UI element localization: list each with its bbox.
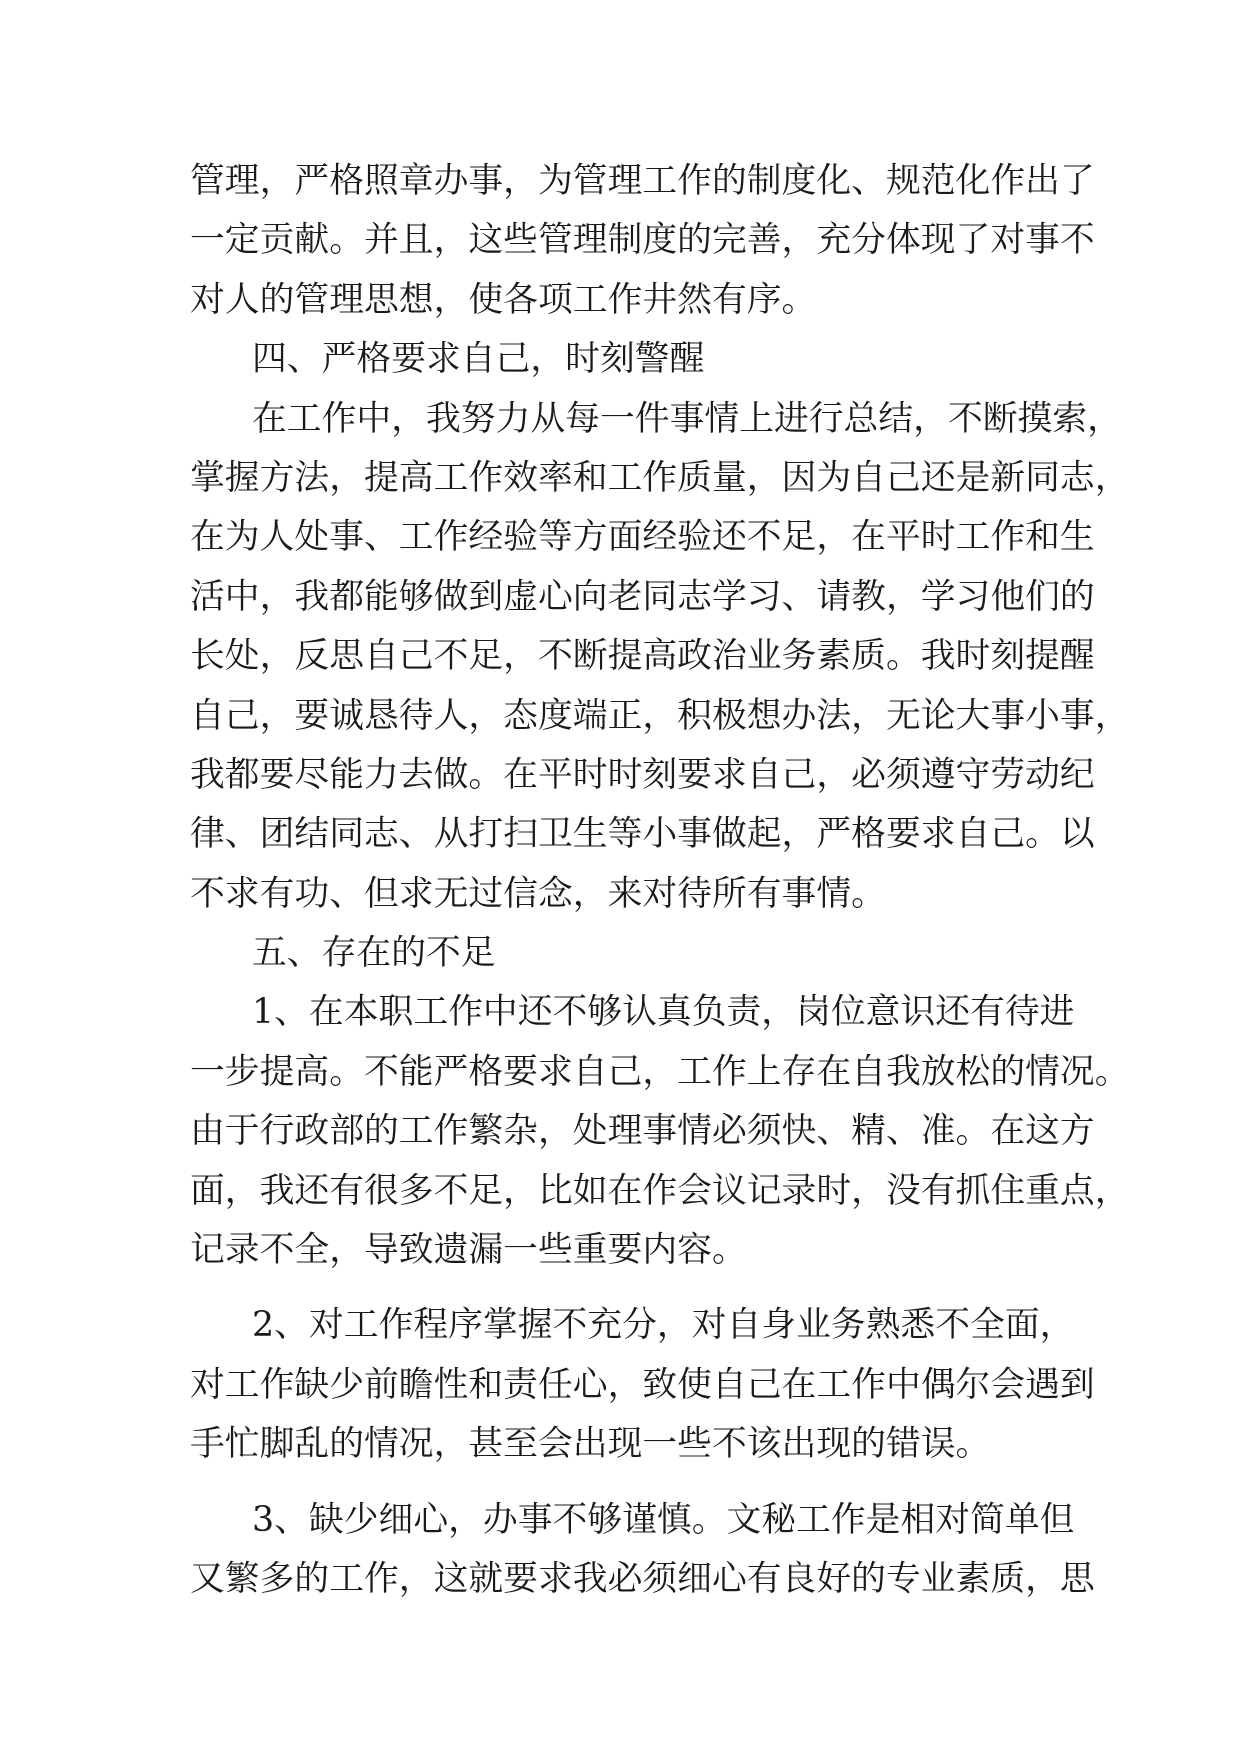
text-line: 面，我还有很多不足，比如在作会议记录时，没有抓住重点， <box>190 1170 1130 1211</box>
text-line: 一步提高。不能严格要求自己，工作上存在自我放松的情况。 <box>190 1051 1130 1092</box>
text-line: 在工作中，我努力从每一件事情上进行总结，不断摸索， <box>252 398 1122 439</box>
text-line: 又繁多的工作，这就要求我必须细心有良好的专业素质，思 <box>190 1558 1095 1599</box>
text-line: 我都要尽能力去做。在平时时刻要求自己，必须遵守劳动纪 <box>190 754 1095 795</box>
text-line: 管理，严格照章办事，为管理工作的制度化、规范化作出了 <box>190 161 1095 201</box>
text-line: 长处，反思自己不足，不断提高政治业务素质。我时刻提醒 <box>190 636 1095 677</box>
section-heading-5: 五、存在的不足 <box>252 933 496 974</box>
text-line: 律、团结同志、从打扫卫生等小事做起，严格要求自己。以 <box>190 814 1095 855</box>
text-line: 3、缺少细心，办事不够谨慎。文秘工作是相对简单但 <box>252 1499 1075 1540</box>
text-line: 记录不全，导致遗漏一些重要内容。 <box>190 1230 747 1271</box>
text-line: 2、对工作程序掌握不充分，对自身业务熟悉不全面， <box>252 1305 1075 1346</box>
paragraph-gap <box>190 1475 1050 1491</box>
text-line: 对工作缺少前瞻性和责任心，致使自己在工作中偶尔会遇到 <box>190 1364 1095 1405</box>
text-line: 由于行政部的工作繁杂，处理事情必须快、精、准。在这方 <box>190 1111 1095 1152</box>
text-line: 活中，我都能够做到虚心向老同志学习、请教，学习他们的 <box>190 576 1095 617</box>
text-line: 不求有功、但求无过信念，来对待所有事情。 <box>190 873 886 914</box>
text-line: 手忙脚乱的情况，甚至会出现一些不该出现的错误。 <box>190 1424 991 1465</box>
text-line: 在为人处事、工作经验等方面经验还不足，在平时工作和生 <box>190 517 1095 558</box>
paragraph-gap <box>190 1280 1050 1296</box>
text-line: 一定贡献。并且，这些管理制度的完善，充分体现了对事不 <box>190 220 1095 261</box>
section-heading-4: 四、严格要求自己，时刻警醒 <box>252 339 705 380</box>
text-line: 对人的管理思想，使各项工作井然有序。 <box>190 279 817 320</box>
text-line: 掌握方法，提高工作效率和工作质量，因为自己还是新同志， <box>190 457 1130 498</box>
text-line: 1、在本职工作中还不够认真负责，岗位意识还有待进 <box>252 992 1075 1033</box>
document-body <box>190 152 1130 1609</box>
text-line: 自己，要诚恳待人，态度端正，积极想办法，无论大事小事， <box>190 695 1130 736</box>
